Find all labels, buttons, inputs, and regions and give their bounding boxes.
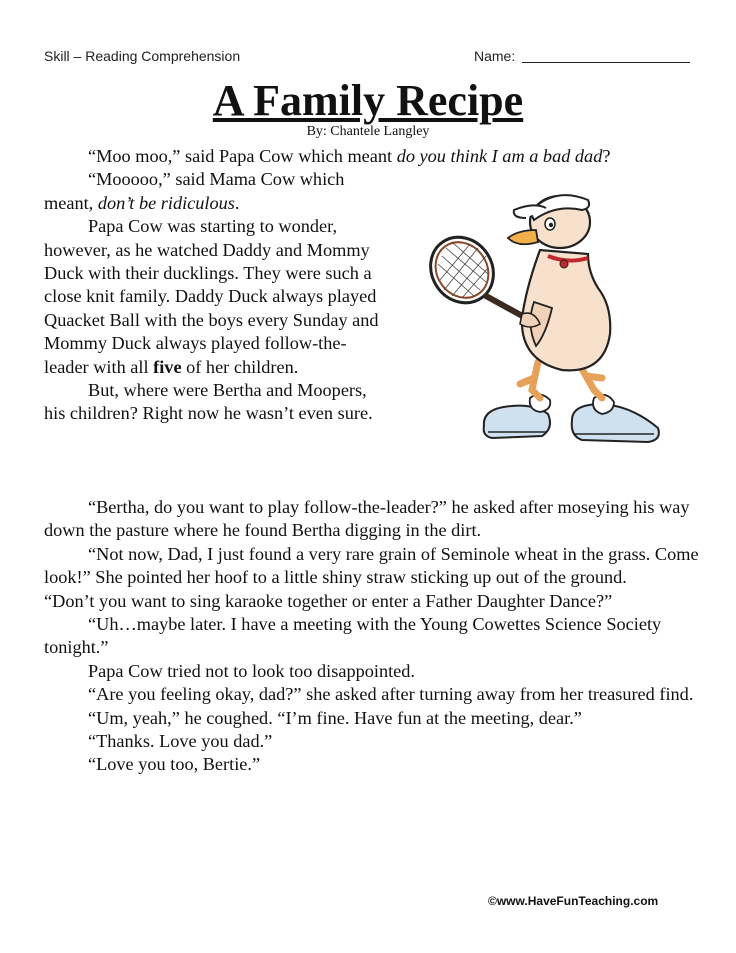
name-label: Name: (474, 48, 516, 64)
story-paragraph: “Um, yeah,” he coughed. “I’m fine. Have fun at the meeting, dear.” (88, 707, 582, 728)
story-paragraph: Papa Cow was starting to wonder, however, as he watched Daddy and Mommy Duck with their ducklings. They were such a close knit family. Daddy Duck always played Quacket Ball with the boys every Sunday and Mommy Duck always played follow-the-leader with all five of her children. (44, 216, 379, 377)
skill-label: Skill – Reading Comprehension (44, 48, 241, 64)
duck-with-tennis-racket-icon (422, 178, 666, 453)
page-title: A Family Recipe (212, 76, 524, 125)
story-paragraph: “Bertha, do you want to play follow-the-leader?” he asked after moseying his way down the pasture where he found Bertha digging in the dirt. (44, 497, 690, 541)
story-paragraph: “Not now, Dad, I just found a very rare grain of Seminole wheat in the grass. Come look!” She pointed her hoof to a little shiny straw sticking up out of the ground. (44, 543, 699, 588)
story-paragraph: But, where were Bertha and Moopers, his children? Right now he wasn’t even sure. (44, 380, 373, 424)
story-continued (44, 496, 704, 777)
story-paragraph: “Uh…maybe later. I have a meeting with the Young Cowettes Science Society tonight.” (44, 614, 662, 658)
footer-copyright: ©www.HaveFunTeaching.com (488, 894, 659, 908)
story-paragraph: “Don’t you want to sing karaoke together or enter a Father Daughter Dance?” (44, 590, 613, 611)
story-paragraph: “Love you too, Bertie.” (88, 754, 261, 775)
story-paragraph: “Mooooo,” said Mama Cow which meant, don’t be ridiculous. (44, 169, 345, 213)
name-blank-line (522, 62, 690, 63)
story-paragraph: “Moo moo,” said Papa Cow which meant do you think I am a bad dad? (88, 146, 611, 166)
story-paragraph: “Are you feeling okay, dad?” she asked after turning away from her treasured find. (88, 684, 694, 705)
story-paragraph: Papa Cow tried not to look too disappointed. (88, 660, 416, 681)
story-paragraph: “Thanks. Love you dad.” (88, 731, 273, 752)
byline: By: Chantele Langley (306, 124, 430, 139)
